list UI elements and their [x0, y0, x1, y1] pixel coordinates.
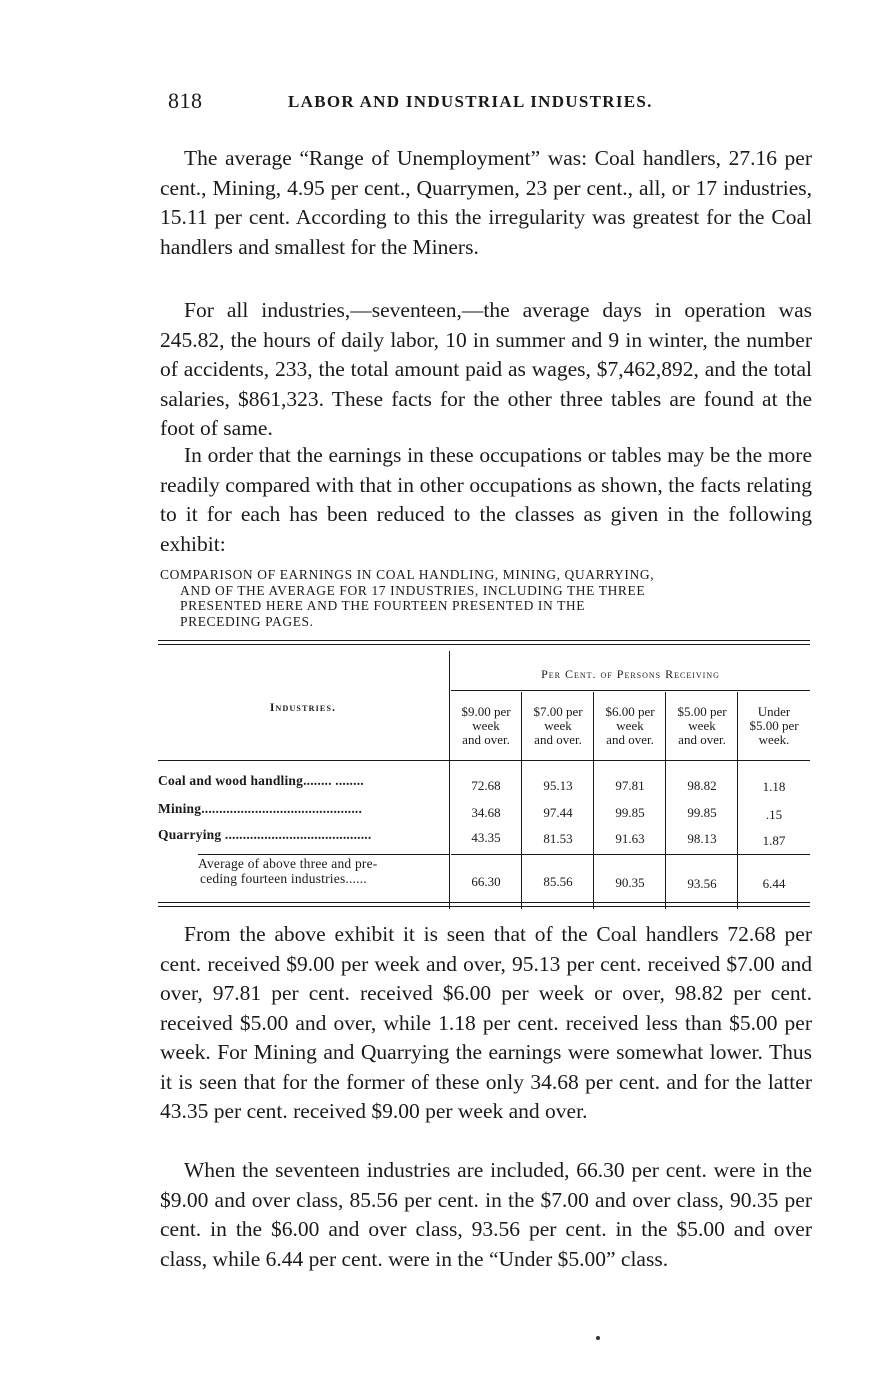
- paragraph-text: When the seventeen industries are included, 66.30 per cent. were in the $9.00 and over class, 85.56 per cent. in the $7.00 and over class, 90.35 per cent. in the $6.00 and over class, 93.56 per cent. in the $5.00 and over class, while 6.44 per cent. were in the “Under $5.00” class.: [160, 1158, 812, 1271]
- table-cell: 98.82: [687, 778, 717, 793]
- column-header-line: $7.00 per: [533, 704, 583, 719]
- paragraph-text: From the above exhibit it is seen that of the Coal handlers 72.68 per cent. received $9.00 per week and over, 95.13 per cent. received $7.00 and over, 97.81 per cent. received $6.00 per week or over, 98.82 per cent. received $5.00 and over, while 1.18 per cent. received less than $5.00 per week. For Mining and Quarrying the earnings were somewhat lower. Thus it is seen that for the former of these only 34.68 per cent. and for the latter 43.35 per cent. received $9.00 per week and over.: [160, 922, 812, 1123]
- table-cell: 43.35: [471, 830, 501, 845]
- paragraph-exhibit-intro: [160, 441, 812, 559]
- row-label-line: ceding fourteen industries......: [200, 871, 367, 886]
- table-bottom-rule: [158, 902, 810, 903]
- column-header-line: week: [544, 718, 572, 733]
- group-header: Per Cent. of Persons Receiving: [541, 667, 720, 681]
- table-cell: 98.13: [687, 831, 717, 846]
- column-header-line: $9.00 per: [461, 704, 511, 719]
- table-caption: [160, 567, 810, 629]
- row-label-average: [198, 856, 377, 886]
- table-cell: 99.85: [687, 805, 717, 820]
- table-cell: 93.56: [687, 876, 717, 891]
- table-top-rule: [158, 640, 810, 641]
- table-cell: .15: [765, 807, 783, 822]
- row-label-line: Average of above three and pre-: [198, 856, 378, 871]
- paragraph-seventeen-industries: [160, 1156, 812, 1274]
- table-cell: 1.87: [762, 833, 786, 848]
- page-header: [168, 88, 818, 118]
- paragraph-range-of-unemployment: [160, 144, 812, 262]
- column-header-line: Under: [757, 704, 791, 719]
- table-bottom-rule: [158, 906, 810, 907]
- page-number: 818: [168, 88, 203, 113]
- table-cell: 85.56: [543, 874, 573, 889]
- caption-line: PRECEDING PAGES.: [180, 613, 314, 629]
- table-cell: 1.18: [762, 779, 786, 794]
- group-header-rule: [451, 690, 810, 691]
- caption-line: COMPARISON OF EARNINGS IN COAL HANDLING, MINING, QUARRYING,: [160, 567, 655, 582]
- column-header-line: week.: [758, 732, 790, 747]
- column-header-under-5-dollars: [738, 705, 810, 747]
- table-cell: 72.68: [471, 778, 501, 793]
- table-cell: 90.35: [615, 875, 645, 890]
- row-label-coal: Coal and wood handling........ ........: [158, 773, 364, 788]
- column-header-9-dollars: [450, 705, 522, 747]
- column-header-line: and over.: [678, 732, 726, 747]
- table-cell: 97.44: [543, 805, 573, 820]
- row-label-quarrying: Quarrying .........................................: [158, 827, 372, 842]
- column-header-line: week: [616, 718, 644, 733]
- column-header-line: and over.: [462, 732, 510, 747]
- column-header-line: and over.: [534, 732, 582, 747]
- paragraph-text: In order that the earnings in these occupations or tables may be the more readily compared with that in other occupations as shown, the facts relating to it for each has been reduced to the classes as given in the following exhibit:: [160, 443, 812, 556]
- column-header-line: and over.: [606, 732, 654, 747]
- table-cell: 81.53: [543, 831, 573, 846]
- column-header-line: week: [688, 718, 716, 733]
- table-cell: 34.68: [471, 805, 501, 820]
- running-head: LABOR AND INDUSTRIAL INDUSTRIES.: [288, 92, 653, 111]
- caption-line: AND OF THE AVERAGE FOR 17 INDUSTRIES, INCLUDING THE THREE: [180, 582, 646, 598]
- paragraph-text: The average “Range of Unemployment” was: Coal handlers, 27.16 per cent., Mining, 4.95 per cent., Quarrymen, 23 per cent., all, or 17 industries, 15.11 per cent. According to this the irregularity was greatest for the Coal handlers and smallest for the Miners.: [160, 146, 812, 259]
- table-cell: 91.63: [615, 831, 645, 846]
- table-cell: 66.30: [471, 874, 501, 889]
- column-header-line: week: [472, 718, 500, 733]
- column-header-5-dollars: [666, 705, 738, 747]
- paragraph-text: For all industries,—seventeen,—the average days in operation was 245.82, the hours of daily labor, 10 in summer and 9 in winter, the number of accidents, 233, the total amount paid as wages, $7,462,892, and the total salaries, $861,323. These facts for the other three tables are found at the foot of same.: [160, 298, 812, 440]
- column-header-7-dollars: [522, 705, 594, 747]
- table-cell: 95.13: [543, 778, 573, 793]
- earnings-comparison-table: [158, 647, 810, 909]
- caption-line: PRESENTED HERE AND THE FOURTEEN PRESENTED IN THE: [180, 598, 586, 613]
- print-speck: [596, 1336, 600, 1340]
- header-bottom-rule: [158, 760, 810, 761]
- row-label-mining: Mining.............................................: [158, 801, 363, 816]
- paragraph-all-industries: [160, 296, 812, 444]
- table-top-rule: [158, 644, 810, 645]
- column-header-6-dollars: [594, 705, 666, 747]
- column-header-line: $5.00 per: [749, 718, 799, 733]
- industries-header: Industries.: [269, 702, 337, 714]
- average-row-rule: [451, 854, 810, 855]
- table-cell: 97.81: [615, 778, 645, 793]
- column-header-line: $6.00 per: [605, 704, 655, 719]
- table-cell: 6.44: [762, 876, 786, 891]
- table-cell: 99.85: [615, 805, 645, 820]
- average-row-rule: [198, 854, 450, 855]
- column-header-line: $5.00 per: [677, 704, 727, 719]
- paragraph-exhibit-analysis: [160, 920, 812, 1127]
